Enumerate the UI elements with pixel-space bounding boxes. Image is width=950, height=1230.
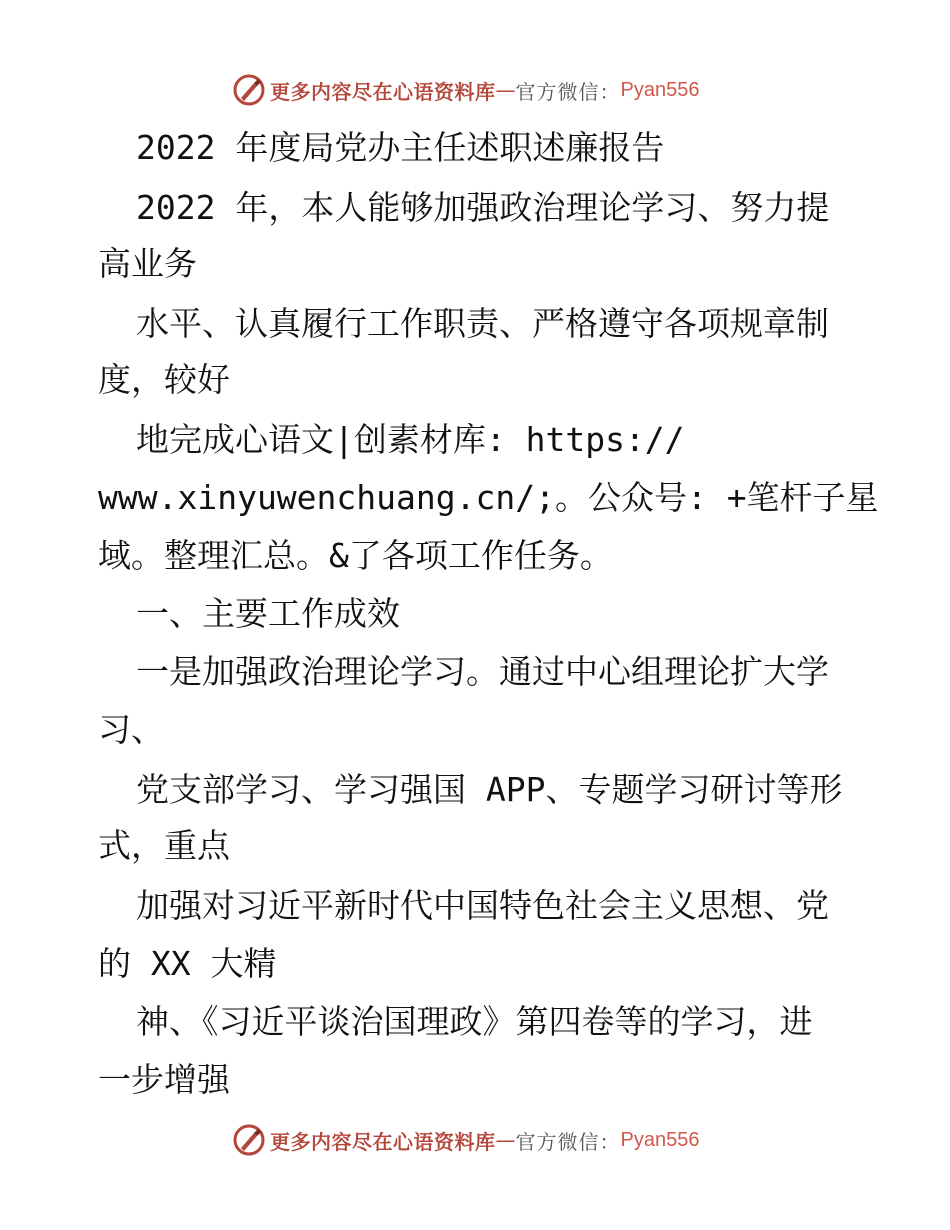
text-line: 高业务 (98, 244, 197, 283)
banner-account: Pyan556 (620, 1128, 700, 1151)
text-line: 一是加强政治理论学习。通过中心组理论扩大学 (136, 652, 829, 691)
pen-seal-logo-icon (232, 1123, 266, 1157)
banner-separator: — (495, 78, 516, 102)
header-watermark-banner (232, 70, 699, 110)
text-line: 一步增强 (98, 1060, 230, 1099)
banner-account: Pyan556 (620, 78, 700, 101)
banner-separator: — (495, 1128, 516, 1152)
text-line: 水平、认真履行工作职责、严格遵守各项规章制 (136, 304, 829, 343)
text-line: www.xinyuwenchuang.cn/;。公众号: +笔杆子星 (98, 478, 879, 517)
text-line: 党支部学习、学习强国 APP、专题学习研讨等形 (136, 770, 843, 809)
text-line: 式，重点 (98, 826, 230, 865)
footer-watermark-banner (232, 1120, 699, 1160)
pen-seal-logo-icon (232, 73, 266, 107)
document-title: 2022 年度局党办主任述职述廉报告 (136, 128, 665, 167)
text-line: 习、 (98, 710, 164, 749)
text-line: 2022 年，本人能够加强政治理论学习、努力提 (136, 188, 830, 227)
banner-wechat-label: 官方微信： (515, 1129, 621, 1154)
banner-site-text: 更多内容尽在心语资料库 (270, 1129, 496, 1154)
banner-site-text: 更多内容尽在心语资料库 (270, 79, 496, 104)
text-line: 神、《习近平谈治国理政》第四卷等的学习，进 (136, 1002, 813, 1041)
text-line: 度，较好 (98, 360, 230, 399)
text-line: 域。整理汇总。&了各项工作任务。 (98, 536, 613, 575)
section-heading: 一、主要工作成效 (136, 594, 400, 633)
text-line: 地完成心语文|创素材库: https:// (136, 420, 685, 459)
text-line: 加强对习近平新时代中国特色社会主义思想、党 (136, 886, 829, 925)
text-line: 的 XX 大精 (98, 944, 277, 983)
banner-wechat-label: 官方微信： (515, 79, 621, 104)
